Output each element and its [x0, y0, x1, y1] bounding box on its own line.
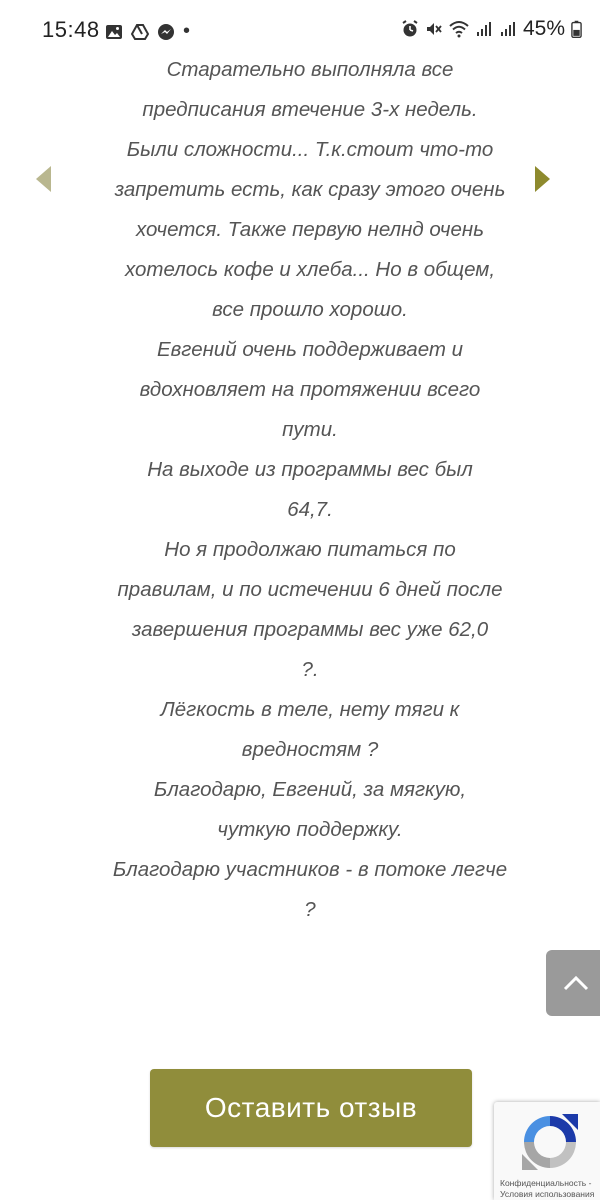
review-line: На выходе из программы вес был — [147, 458, 473, 481]
review-line: предписания втечение 3-х недель. — [142, 98, 478, 121]
recaptcha-icon — [518, 1110, 582, 1174]
review-line: Старательно выполняла все — [166, 58, 454, 81]
review-line: пути. — [282, 418, 338, 441]
drive-icon — [131, 23, 149, 41]
mute-icon — [425, 20, 443, 38]
carousel-next-arrow-icon[interactable] — [535, 166, 550, 192]
review-line: вредностям ? — [241, 738, 379, 761]
review-text — [90, 50, 530, 930]
review-line: Благодарю участников - в потоке легче — [112, 858, 508, 881]
wifi-icon — [449, 20, 469, 38]
status-right-icons — [401, 17, 582, 41]
review-line: запретить есть, как сразу этого очень — [114, 178, 506, 201]
status-time: 15:48 — [42, 17, 100, 42]
carousel-prev-arrow-icon[interactable] — [36, 166, 51, 192]
review-line: Но я продолжаю питаться по — [164, 538, 456, 561]
signal-icon — [499, 20, 517, 38]
messenger-icon — [157, 23, 175, 41]
review-line: правилам, и по истечении 6 дней после — [117, 578, 503, 601]
review-line: Были сложности... Т.к.стоит что-то — [126, 138, 494, 161]
status-left-icons — [105, 20, 190, 43]
review-line: Лёгкость в теле, нету тяги к — [160, 698, 460, 721]
battery-level: 45% — [522, 17, 565, 40]
signal-icon — [475, 20, 493, 38]
recaptcha-terms-link[interactable]: Условия использования — [500, 1189, 595, 1199]
review-line: хочется. Также первую нелнд очень — [136, 218, 484, 241]
review-line: Благодарю, Евгений, за мягкую, — [153, 778, 467, 801]
review-line: все прошло хорошо. — [212, 298, 408, 321]
chevron-up-icon — [563, 975, 589, 991]
review-line: чуткую поддержку. — [217, 818, 403, 841]
scroll-to-top-button[interactable] — [546, 950, 600, 1016]
review-line: Евгений очень поддерживает и — [156, 338, 464, 361]
review-line: ?. — [301, 658, 319, 681]
review-line: 64,7. — [287, 498, 333, 521]
alarm-icon — [401, 20, 419, 38]
review-line: ? — [304, 898, 316, 921]
battery-icon — [571, 19, 582, 39]
leave-review-button[interactable]: Оставить отзыв — [150, 1069, 472, 1147]
recaptcha-badge[interactable] — [494, 1102, 600, 1200]
review-line: завершения программы вес уже 62,0 — [131, 618, 489, 641]
status-dot: • — [183, 20, 191, 42]
recaptcha-privacy-link[interactable]: Конфиденциальность - — [500, 1178, 592, 1188]
review-line: вдохновляет на протяжении всего — [139, 378, 481, 401]
gallery-icon — [105, 23, 123, 41]
review-line: хотелось кофе и хлеба... Но в общем, — [124, 258, 496, 281]
